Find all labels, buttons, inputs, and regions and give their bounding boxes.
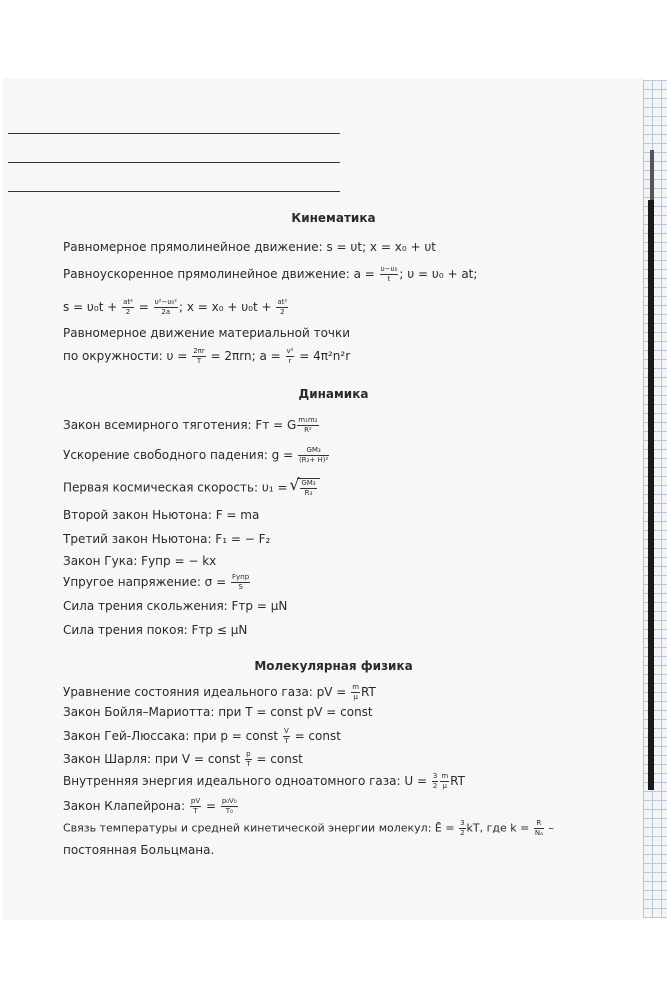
mol-gay-lussac — [63, 727, 341, 746]
formula-text: 2 — [280, 308, 285, 316]
formula-text: √ GM₃ — [301, 479, 316, 487]
formula-text: T — [246, 760, 251, 768]
formula-text: = const — [252, 752, 303, 766]
formula-text: Связь температуры и средней кинетической энергии молекул: Ē = — [63, 821, 459, 835]
formula-sheet — [3, 80, 643, 918]
fraction — [351, 683, 360, 702]
mol-boyle: Закон Бойля–Мариотта: при T = const pV = const — [63, 705, 373, 719]
formula-text: GM₃ — [298, 446, 329, 456]
formula-text: RT — [361, 685, 376, 699]
fraction — [440, 772, 449, 791]
formula-text: 2 — [125, 308, 131, 316]
mol-boltzmann: постоянная Больцмана. — [63, 843, 215, 857]
fraction — [283, 727, 290, 746]
dyn-free-fall — [63, 446, 330, 465]
formula-text: υ−υ₀ — [380, 265, 398, 273]
formula-text: Fупр — [231, 573, 250, 581]
fraction — [432, 772, 438, 791]
blank-line-2 — [8, 162, 340, 163]
heading-dynamics: Динамика — [298, 387, 369, 401]
kin-accel — [63, 265, 477, 284]
formula-text: m — [352, 683, 360, 691]
formula-text: m — [441, 772, 449, 780]
dyn-newton-2: Второй закон Ньютона: F = ma — [63, 508, 260, 522]
formula-text: Упругое напряжение: σ = — [63, 575, 230, 589]
formula-text: T — [196, 357, 202, 365]
formula-text: по окружности: υ = — [63, 349, 192, 363]
formula-text: Внутренняя энергия идеального одноатомного газа: U = — [63, 774, 431, 788]
formula-text: 2πr — [193, 347, 205, 355]
formula-text: – — [544, 821, 554, 835]
heading-kinematics: Кинематика — [291, 211, 376, 225]
mol-charles — [63, 750, 303, 769]
mol-clapeyron — [63, 797, 239, 816]
fraction — [300, 479, 316, 498]
formula-text: = — [134, 300, 153, 314]
fraction — [231, 573, 250, 592]
dyn-sliding-friction: Сила трения скольжения: Fтр = μN — [63, 599, 288, 613]
formula-text: S — [238, 583, 243, 591]
mol-internal-energy — [63, 772, 465, 791]
formula-text: p₀V₀ — [221, 797, 237, 805]
formula-text: = 4π²n²r — [295, 349, 351, 363]
formula-text: Закон Гей-Люссака: при p = const — [63, 729, 282, 743]
formula-text: 2 — [432, 782, 438, 790]
kin-uniform: Равномерное прямолинейное движение: s = υt; x = x₀ + υt — [63, 240, 436, 254]
heading-molecular: Молекулярная физика — [254, 659, 413, 673]
fraction — [192, 347, 206, 366]
formula-text: ; υ = υ₀ + at; — [399, 267, 478, 281]
fraction — [286, 347, 295, 366]
sqrt-icon — [297, 478, 319, 498]
formula-text: at² — [123, 298, 133, 306]
kin-circle-2 — [63, 347, 350, 366]
formula-text: = const — [290, 729, 341, 743]
fraction — [154, 298, 178, 317]
formula-text: RT — [450, 774, 465, 788]
formula-text: μ — [353, 693, 358, 701]
formula-text: 3 — [460, 819, 465, 827]
fraction — [459, 819, 465, 838]
dyn-rest-friction: Сила трения покоя: Fтр ≤ μN — [63, 623, 248, 637]
fraction — [380, 265, 399, 284]
formula-text: V — [283, 727, 289, 735]
fraction — [297, 416, 318, 435]
formula-text: μ — [442, 782, 447, 790]
fraction — [534, 819, 544, 838]
formula-text: T — [193, 807, 198, 815]
formula-text: Ускорение свободного падения: g = — [63, 448, 297, 462]
dyn-cosmic-speed — [63, 478, 320, 498]
formula-text: T₀ — [225, 807, 233, 815]
mol-temperature — [63, 819, 554, 838]
formula-text: Первая космическая скорость: υ₁ = — [63, 480, 292, 495]
formula-text: T — [284, 737, 289, 745]
fraction — [190, 797, 201, 816]
formula-text: s = υ₀t + — [63, 300, 122, 314]
fraction — [221, 797, 238, 816]
notebook-spine-top — [650, 150, 654, 200]
fraction — [276, 298, 288, 317]
mol-ideal-gas — [63, 683, 376, 702]
formula-text: t — [387, 275, 391, 283]
formula-text: at² — [277, 298, 288, 306]
formula-text: pV — [190, 797, 201, 805]
formula-text: Равноускоренное прямолинейное движение: a = — [63, 267, 379, 281]
formula-text: (R₃+ H)² — [298, 456, 329, 464]
formula-text: Закон Шарля: при V = const — [63, 752, 245, 766]
formula-text: 2 — [460, 829, 465, 837]
formula-text: Закон всемирного тяготения: Fт = G — [63, 418, 297, 432]
formula-text: 3 — [432, 772, 438, 780]
grid-paper-edge — [643, 80, 667, 918]
formula-text: = — [202, 799, 220, 813]
blank-line-3 — [8, 191, 340, 192]
formula-text: υ²−υ₀² — [154, 298, 177, 306]
formula-text: = 2πrn; a = — [206, 349, 285, 363]
dyn-hooke: Закон Гука: Fупр = − kx — [63, 554, 217, 568]
formula-text: Уравнение состояния идеального газа: pV = — [63, 685, 351, 699]
dyn-stress — [63, 573, 251, 592]
fraction — [245, 750, 251, 769]
formula-text: Закон Клапейрона: — [63, 799, 189, 813]
formula-text: v² — [286, 347, 294, 355]
formula-text: m₁m₂ — [298, 416, 318, 424]
dyn-gravitation — [63, 416, 320, 435]
kin-displacement — [63, 298, 289, 317]
formula-text: R₃ — [304, 489, 313, 497]
formula-text: R — [534, 819, 544, 829]
formula-text: kT, где k = — [466, 821, 533, 835]
notebook-spine — [648, 200, 654, 790]
kin-circle-1: Равномерное движение материальной точки — [63, 326, 351, 340]
dyn-newton-3: Третий закон Ньютона: F₁ = − F₂ — [63, 532, 271, 546]
formula-text: 2a — [161, 308, 171, 316]
formula-text: R² — [304, 426, 312, 434]
fraction — [298, 446, 329, 465]
fraction — [122, 298, 134, 317]
formula-text: ; x = x₀ + υ₀t + — [179, 300, 276, 314]
blank-line-1 — [8, 133, 340, 134]
formula-text: p — [246, 750, 251, 758]
formula-text: Nₐ — [534, 829, 543, 837]
formula-text: r — [288, 357, 292, 365]
